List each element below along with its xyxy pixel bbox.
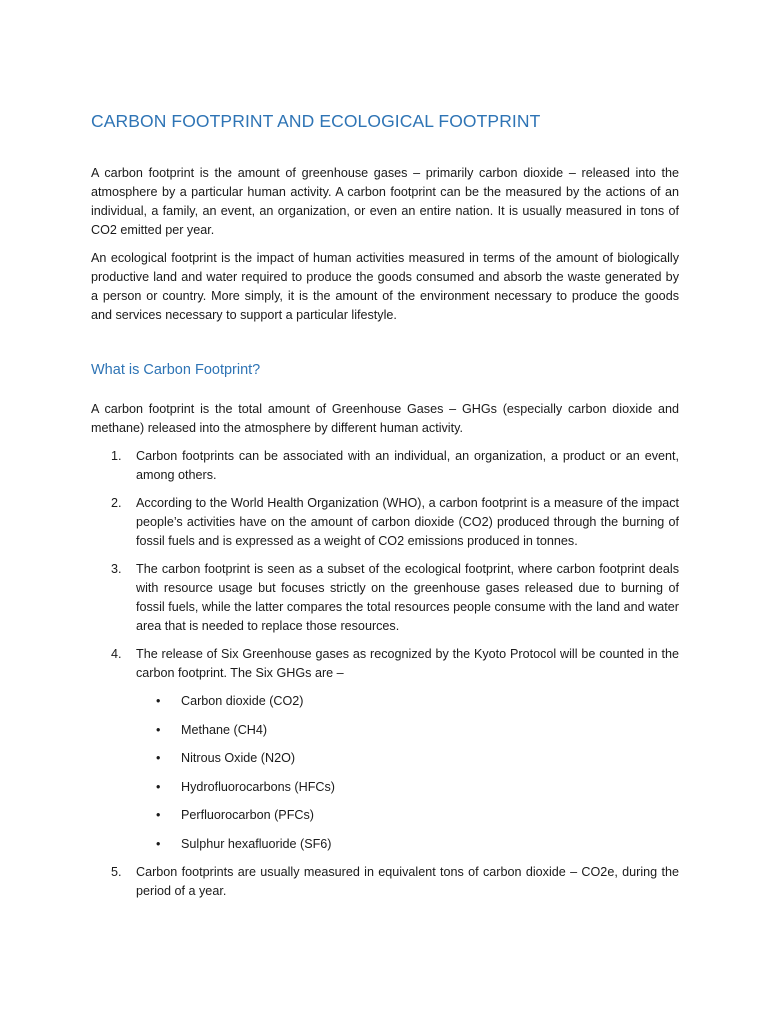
ghg-list-item [136, 835, 679, 854]
intro-paragraph-ecological: An ecological footprint is the impact of human activities measured in terms of the amount of biologically productive land and water required to produce the goods consumed and absorb the waste generated by a person or country. More simply, it is the amount of the environment necessary to produce the goods and services necessary to support a particular lifestyle. [91, 251, 679, 322]
ghg-name: Hydrofluorocarbons (HFCs) [181, 779, 335, 794]
section-heading: What is Carbon Footprint? [91, 362, 261, 378]
ghg-name: Sulphur hexafluoride (SF6) [181, 836, 332, 851]
ghg-name: Methane (CH4) [181, 722, 268, 737]
list-item-text: Carbon footprints are usually measured in equivalent tons of carbon dioxide – CO2e, during the period of a year. [136, 865, 679, 898]
ghg-list-item [136, 806, 679, 825]
ghg-name: Carbon dioxide (CO2) [181, 694, 304, 708]
list-item [91, 645, 679, 854]
ghg-name: Perfluorocarbon (PFCs) [181, 808, 314, 822]
ghg-list-item [136, 778, 679, 797]
list-item-text: Carbon footprints can be associated with an individual, an organization, a product or an event, among others. [136, 449, 679, 482]
section-intro-paragraph: A carbon footprint is the total amount of Greenhouse Gases – GHGs (especially carbon dioxide and methane) released into the atmosphere by different human activity. [91, 402, 679, 435]
ghg-bullet-list [136, 692, 679, 854]
numbered-list [91, 447, 679, 901]
intro-paragraph-carbon: A carbon footprint is the amount of greenhouse gases – primarily carbon dioxide – released into the atmosphere by a particular human activity. A carbon footprint can be the measured by the actions of an individual, a family, an event, an organization, or even an entire nation. It is usually measured in tons of CO2 emitted per year. [91, 166, 679, 237]
document-title: CARBON FOOTPRINT AND ECOLOGICAL FOOTPRINT [91, 111, 541, 131]
bullet-icon: • [156, 722, 161, 737]
bullet-icon: • [156, 694, 161, 708]
ghg-list-item [136, 749, 679, 768]
ghg-name: Nitrous Oxide (N2O) [181, 751, 296, 765]
list-item-text: According to the World Health Organization (WHO), a carbon footprint is a measure of the impact people’s activities have on the amount of carbon dioxide (CO2) produced through the burning of fossil fuels and is expressed as a weight of CO2 emissions produced in tonnes. [136, 496, 679, 548]
list-item-number: 1. [111, 449, 122, 463]
bullet-icon: • [156, 836, 161, 851]
list-item-text: The carbon footprint is seen as a subset of the ecological footprint, where carbon footprint deals with resource usage but focuses strictly on the greenhouse gases released due to burning of fossil fuels, while the latter compares the total resources people consume with the land and water area that is needed to replace those resources. [136, 562, 679, 633]
list-item-number: 2. [111, 496, 122, 510]
bullet-icon: • [156, 779, 161, 794]
bullet-icon: • [156, 808, 161, 822]
list-item-number: 4. [111, 647, 122, 661]
list-item-text: The release of Six Greenhouse gases as recognized by the Kyoto Protocol will be counted in the carbon footprint. The Six GHGs are – [136, 647, 679, 680]
list-item [91, 447, 679, 485]
list-item [91, 494, 679, 551]
list-item [91, 863, 679, 901]
ghg-list-item [136, 692, 679, 711]
list-item-number: 3. [111, 562, 122, 576]
ghg-list-item [136, 721, 679, 740]
list-item-number: 5. [111, 865, 122, 879]
bullet-icon: • [156, 751, 161, 765]
list-item [91, 560, 679, 636]
